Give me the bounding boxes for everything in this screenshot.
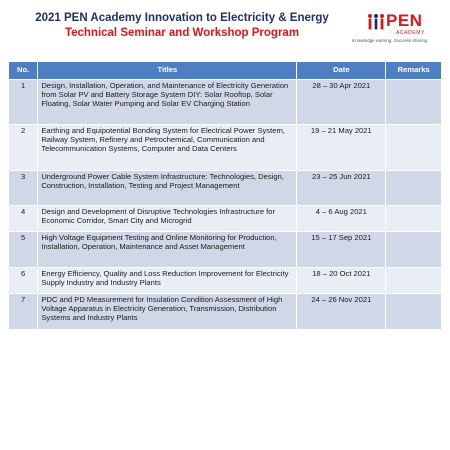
row-date: 18 – 20 Oct 2021 bbox=[297, 268, 386, 294]
row-number: 1 bbox=[9, 80, 38, 125]
row-title: Underground Power Cable System Infrastructure: Technologies, Design, Construction, Installation, Testing and Project Management bbox=[38, 171, 297, 206]
row-title: High Voltage Equipment Testing and Online Monitoring for Production, Installation, Operation, Maintenance and Asset Management bbox=[38, 232, 297, 268]
row-date: 19 – 21 May 2021 bbox=[297, 125, 386, 171]
row-title: PDC and PD Measurement for Insulation Condition Assessment of High Voltage Apparatus in Electricity Generation, Transmission, Distribution Systems and Industry Plants bbox=[38, 294, 297, 330]
table-row bbox=[9, 125, 442, 171]
row-number: 2 bbox=[9, 125, 38, 171]
table-row bbox=[9, 268, 442, 294]
row-title: Design, Installation, Operation, and Maintenance of Electricity Generation from Solar PV and Battery Storage System DIY: Solar Rooftop, Solar Floating, Solar Water Pumping and Solar EV Charging Station bbox=[38, 80, 297, 125]
row-date: 23 – 25 Jun 2021 bbox=[297, 171, 386, 206]
row-remarks bbox=[386, 80, 442, 125]
row-number: 4 bbox=[9, 206, 38, 232]
column-header-date: Date bbox=[297, 62, 386, 80]
row-title: Energy Efficiency, Quality and Loss Reduction Improvement for Electricity Supply Industry and Industry Plants bbox=[38, 268, 297, 294]
row-date: 15 – 17 Sep 2021 bbox=[297, 232, 386, 268]
people-logo-icon bbox=[366, 13, 388, 31]
logo-text: PEN bbox=[386, 11, 423, 30]
row-number: 5 bbox=[9, 232, 38, 268]
row-remarks bbox=[386, 268, 442, 294]
pen-academy-logo bbox=[352, 10, 442, 46]
row-remarks bbox=[386, 125, 442, 171]
page-title: 2021 PEN Academy Innovation to Electricity & Energy bbox=[35, 12, 329, 24]
column-header-remarks: Remarks bbox=[386, 62, 442, 80]
logo-tagline: Knowledge earning, Success sharing bbox=[352, 38, 428, 43]
column-header-no: No. bbox=[9, 62, 38, 80]
logo-subtext: ACADEMY bbox=[396, 30, 425, 36]
row-number: 6 bbox=[9, 268, 38, 294]
column-header-titles: Titles bbox=[38, 62, 297, 80]
row-remarks bbox=[386, 294, 442, 330]
table-row bbox=[9, 80, 442, 125]
row-date: 28 – 30 Apr 2021 bbox=[297, 80, 386, 125]
row-title: Earthing and Equipotential Bonding System for Electrical Power System, Railway System, Refinery and Petrochemical, Communication and Telecommunication Systems, Computer and Data Centers bbox=[38, 125, 297, 171]
program-table bbox=[8, 61, 442, 330]
row-number: 3 bbox=[9, 171, 38, 206]
row-remarks bbox=[386, 206, 442, 232]
page-subtitle: Technical Seminar and Workshop Program bbox=[64, 27, 300, 39]
page-header bbox=[0, 0, 450, 52]
table-row bbox=[9, 206, 442, 232]
table-row bbox=[9, 294, 442, 330]
table-header-row bbox=[9, 62, 442, 80]
table-row bbox=[9, 171, 442, 206]
row-title: Design and Development of Disruptive Technologies Infrastructure for Economic Corridor, Smart City and Microgrid bbox=[38, 206, 297, 232]
row-number: 7 bbox=[9, 294, 38, 330]
table-row bbox=[9, 232, 442, 268]
row-remarks bbox=[386, 171, 442, 206]
row-date: 24 – 26 Nov 2021 bbox=[297, 294, 386, 330]
row-date: 4 – 6 Aug 2021 bbox=[297, 206, 386, 232]
row-remarks bbox=[386, 232, 442, 268]
